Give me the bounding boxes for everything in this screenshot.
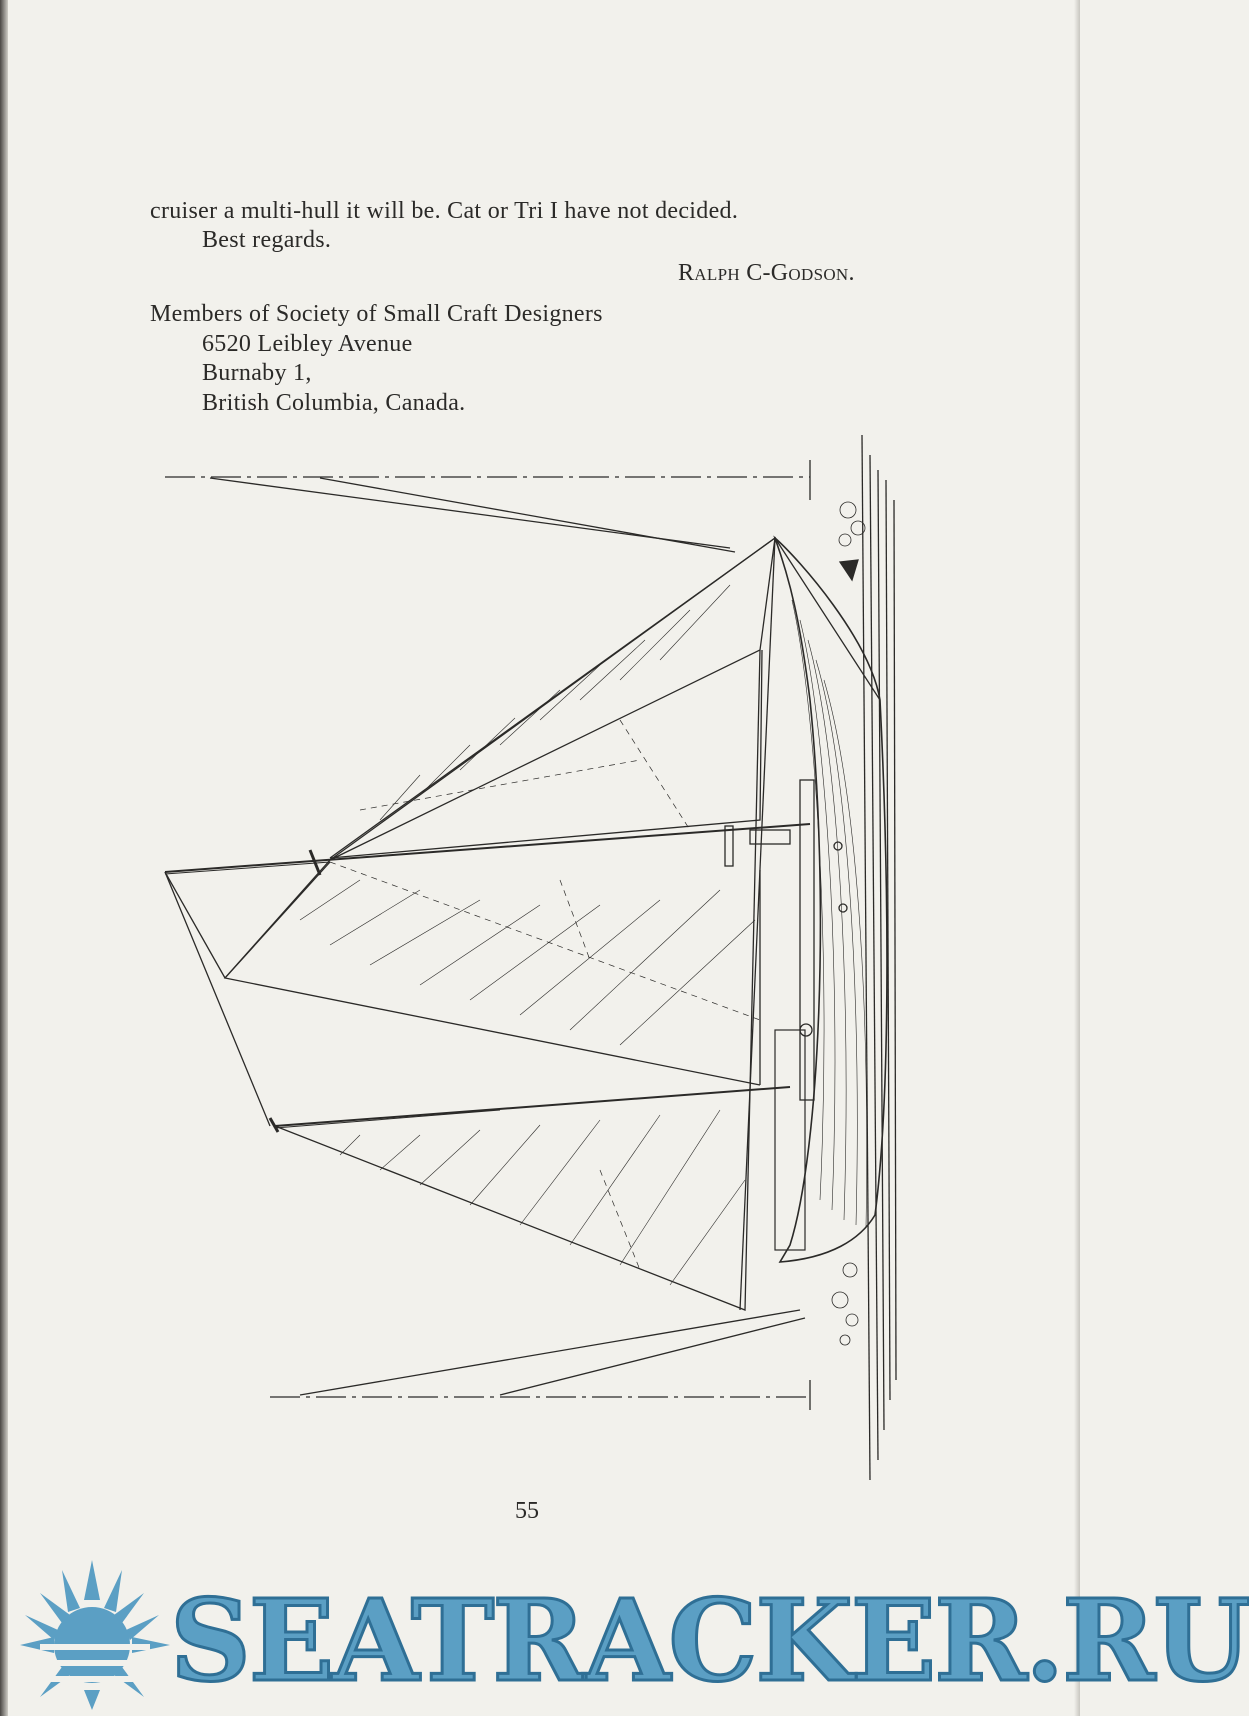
letter-closing: Best regards. xyxy=(202,227,332,253)
address-line-2: 6520 Leibley Avenue xyxy=(202,331,413,357)
address-line-1: Members of Society of Small Craft Designers xyxy=(150,301,603,327)
letter-signature: Ralph C-Godson. xyxy=(678,260,855,286)
address-line-4: British Columbia, Canada. xyxy=(202,390,466,416)
letter-line: cruiser a multi-hull it will be. Cat or Tri I have not decided. xyxy=(150,198,739,224)
watermark-text: SEATRACKER.RU xyxy=(170,1576,1249,1707)
page-number: 55 xyxy=(515,1498,539,1524)
waterline-strokes xyxy=(862,435,896,1480)
address-line-3: Burnaby 1, xyxy=(202,360,312,386)
